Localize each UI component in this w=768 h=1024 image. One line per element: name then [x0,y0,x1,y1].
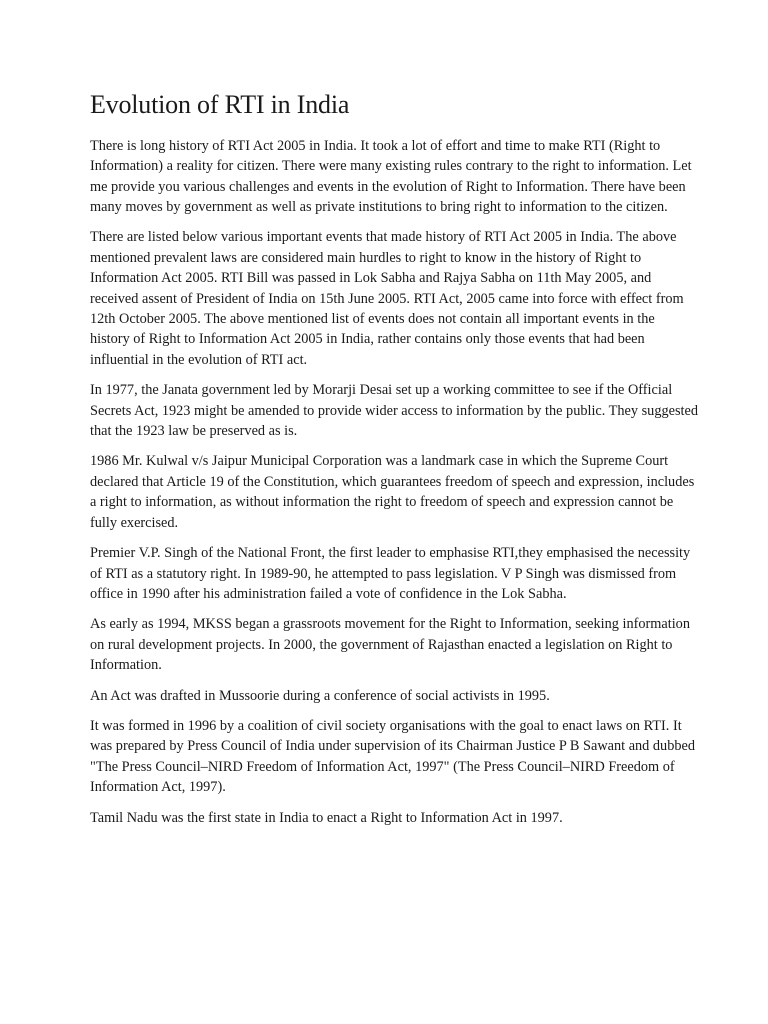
paragraph-1977: In 1977, the Janata government led by Morarji Desai set up a working committee to see if the Official Secrets Act, 1923 might be amended to provide wider access to information by the public. They suggested that the 1923 law be preserved as is. [90,382,699,440]
paragraph-1995: An Act was drafted in Mussoorie during a conference of social activists in 1995. [90,687,550,704]
paragraph-events: There are listed below various important events that made history of RTI Act 2005 in India. The above mentioned prevalent laws are considered main hurdles to right to know in the history of Right to Information Act 2005. RTI Bill was passed in Lok Sabha and Rajya Sabha on 11th May 2005, and received assent of President of India on 15th June 2005. RTI Act, 2005 came into force with effect from 12th October 2005. The above mentioned list of events does not contain all important events in the history of Right to Information Act 2005 in India, rather contains only those events that had been influential in the evolution of RTI act. [90,229,684,368]
paragraph-vp-singh: Premier V.P. Singh of the National Front, the first leader to emphasise RTI,they emphasised the necessity of RTI as a statutory right. In 1989-90, he attempted to pass legislation. V P Singh was dismissed from office in 1990 after his administration failed a vote of confidence in the Lok Sabha. [90,545,691,602]
document-title: Evolution of RTI in India [90,90,350,119]
paragraph-intro: There is long history of RTI Act 2005 in India. It took a lot of effort and time to make RTI (Right to Information) a reality for citizen. There were many existing rules contrary to the right to information. Let me provide you various challenges and events in the evolution of Right to Information. There have been many moves by government as well as private institutions to bring right to information to the citizen. [90,137,692,216]
paragraph-1986: 1986 Mr. Kulwal v/s Jaipur Municipal Corporation was a landmark case in which the Supreme Court declared that Article 19 of the Constitution, which guarantees freedom of speech and expression, includes a right to information, as without information the right to freedom of speech and expression cannot be fully exercised. [90,453,695,531]
paragraph-1997: Tamil Nadu was the first state in India to enact a Right to Information Act in 1997. [90,809,563,826]
paragraph-1996: It was formed in 1996 by a coalition of civil society organisations with the goal to enact laws on RTI. It was prepared by Press Council of India under supervision of its Chairman Justice P B Sawant and dubbed "The Press Council–NIRD Freedom of Information Act, 1997" (The Press Council–NIRD Freedom of Information Act, 1997). [90,717,695,796]
paragraph-1994: As early as 1994, MKSS began a grassroots movement for the Right to Information, seeking information on rural development projects. In 2000, the government of Rajasthan enacted a legislation on Right to Information. [90,616,690,674]
